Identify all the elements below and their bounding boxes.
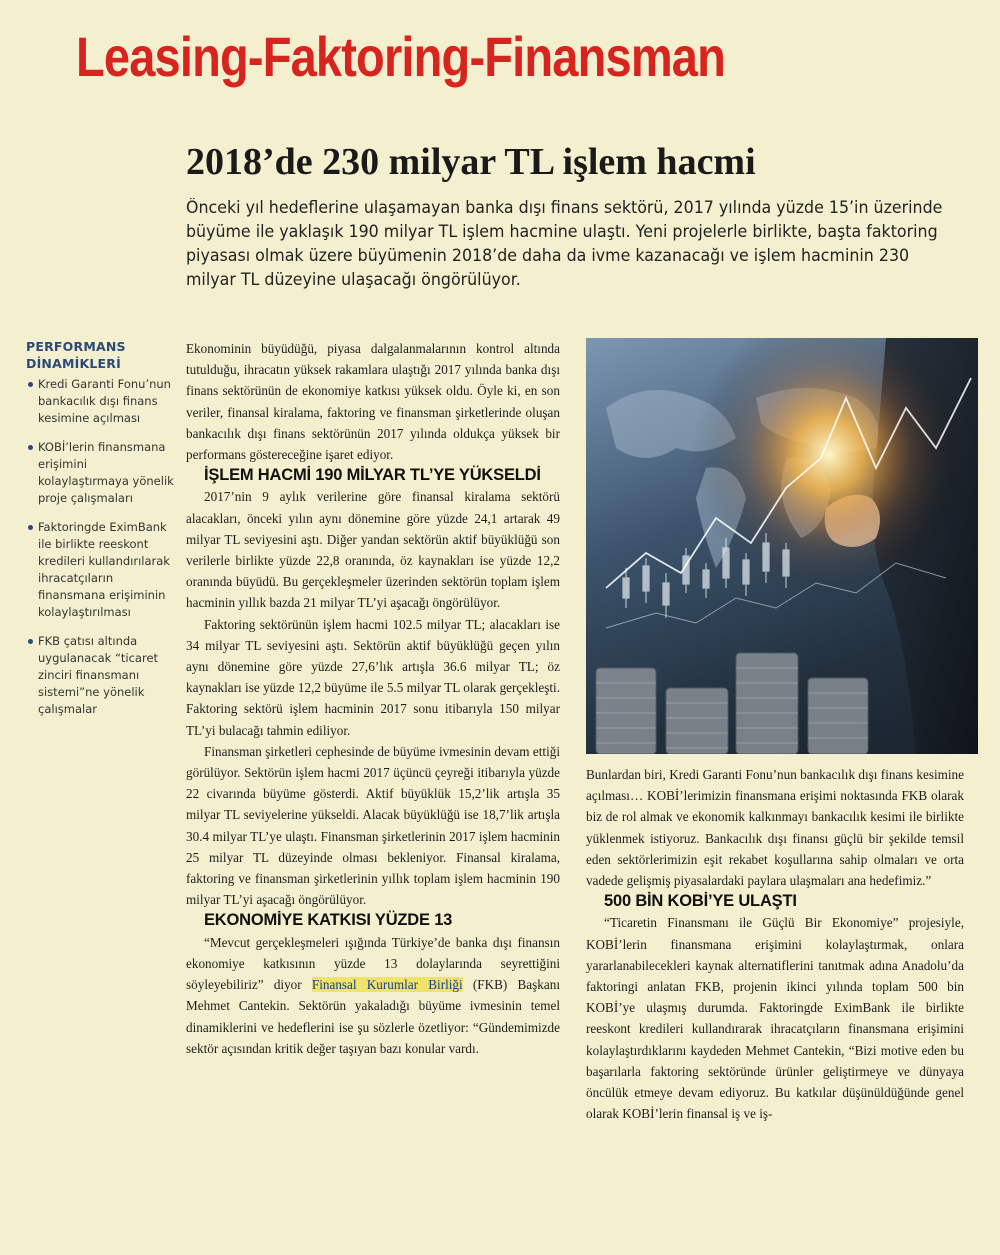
finance-graph-illustration	[586, 338, 978, 754]
sidebar-item: Faktoringde EximBank ile birlikte reeskont kredileri kullandırılarak ihracatçıların finansmana erişiminin kolaylaştırılması	[26, 519, 174, 621]
quote-text: “Mevcut gerçekleşmeleri ışığında Türkiye’de banka dışı finansın ekonomiye katkısının yüzde 13 dolaylarında seyrettiğini söyleyebiliriz” diyor	[186, 934, 560, 993]
paragraph-quote	[186, 932, 560, 1059]
article-headline: 2018’de 230 milyar TL işlem hacmi	[186, 141, 756, 183]
paragraph: “Ticaretin Finansmanı ile Güçlü Bir Ekonomiye” projesiyle, KOBİ’lerin finansmana erişimini kolaylaştırmak, onlara yararlanabilecekleri kaynak alternatiflerini tanıtmak adına Anadolu’da faktoringi anlatan FKB, projenin ikinci yılında toplam 500 bin KOBİ’ye ulaşmış durumda. Faktoringde EximBank ile birlikte reeskont kredileri kullandırarak ihracatçıların finansmana erişimini kolaylaştırdıklarını kaydeden Mehmet Cantekin, “Bizi motive eden bu başarılarla faktoring sektöründe ürünler geliştirmeye ve dünyaya öncülük etmeye devam ediyoruz. Bu katkılar düşünüldüğünde genel olarak KOBİ’lerin finansal iş ve iş-	[586, 915, 964, 1122]
subhead-economy-contribution: EKONOMİYE KATKISI YÜZDE 13	[204, 911, 453, 930]
paragraph: Finansman şirketleri cephesinde de büyüme ivmesinin devam ettiği görülüyor. Sektörün işlem hacmi 2017 üçüncü çeyreği itibarıyla yüzde 22 civarında büyüme gösterdi. Aktif büyüklük 15,2’lik artışla 35 milyar TL seviyelerine yükseldi. Alacak büyüklüğü ise 18,7’lik artışla 30.4 milyar TL’ye ulaştı. Finansman şirketlerinin 2017 işlem hacminin 25 milyar TL düzeyinde olması bekleniyor. Finansal kiralama, faktoring ve finansman şirketlerinin yıllık toplam işlem hacminin 190 milyar TL’yi aşacağı öngörülüyor.	[186, 743, 560, 908]
article-lead: Önceki yıl hedeflerine ulaşamayan banka dışı finans sektörü, 2017 yılında yüzde 15’in üzerinde büyüme ile yaklaşık 190 milyar TL işlem hacmine ulaştı. Yeni projelerle birlikte, başta faktoring piyasası olmak üzere büyümenin 2018’de daha da ivme kazanacağı ve işlem hacminin 230 milyar TL düzeyine ulaşacağı öngörülüyor.	[186, 198, 943, 289]
section-title: Leasing-Faktoring-Finansman	[76, 25, 726, 88]
paragraph: 2017’nin 9 aylık verilerine göre finansal kiralama sektörü alacakları, önceki yılın aynı dönemine göre yüzde 24,1 artarak 49 milyar TL seviyesini aştı. Diğer yandan sektörün aktif büyüklüğü son verilerle birlikte yüzde 22,8 oranında, öz kaynakları ise yüzde 12,2 oranında büyüdü. Bu gerçekleşmeler üzerinden sektörün toplam işlem hacminin yıllık bazda 21 milyar TL’yi aşacağı öngörülüyor.	[186, 489, 560, 611]
sidebar-item: Kredi Garanti Fonu’nun bankacılık dışı finans kesimine açılması	[26, 376, 174, 427]
paragraph: Bunlardan biri, Kredi Garanti Fonu’nun bankacılık dışı finans kesimine açılması… KOBİ’lerimizin finansmana erişimi noktasında FKB olarak biz de rol almak ve ekonomik kalkınmayı bankacılık kesimi ile birlikte yüklenmek istiyoruz. Bankacılık dışı finansı güçlü bir şekilde temsil eden sektörlerimizin eşit rekabet koşullarına sahip olmaları ve orta vadede gelişmiş piyasalardaki paylara ulaşmaları ana hedefimiz.”	[586, 767, 964, 889]
subhead-transaction-volume: İŞLEM HACMİ 190 MİLYAR TL’YE YÜKSELDİ	[204, 466, 541, 485]
sidebar-title-line2: DİNAMİKLERİ	[26, 356, 121, 371]
quote-text-cont: (FKB) Başkanı Mehmet Cantekin. Sektörün yakaladığı büyüme ivmesinin temel dinamiklerini ve hedeflerini ise şu sözlerle özetliyor: “Gündemimizde sektör açısından kritik değer taşıyan bazı konular vardı.	[186, 977, 560, 1056]
sidebar-title	[26, 338, 174, 372]
highlighted-org-name: Finansal Kurumlar Birliği	[311, 977, 463, 993]
sidebar-title-line1: PERFORMANS	[26, 339, 126, 354]
subhead-500k-sme: 500 BİN KOBİ’YE ULAŞTI	[604, 892, 797, 911]
paragraph: Faktoring sektörünün işlem hacmi 102.5 milyar TL; alacakları ise 34 milyar TL seviyesini aştı. Sektörün aktif büyüklüğü geçen yılın aynı dönemine göre yüzde 27,6’lık artışla 36.6 milyar TL; öz kaynakları ise yüzde 12,2 büyüme ile 5.5 milyar TL olarak gerçekleşti. Faktoring sektörü işlem hacminin 2017 sonu itibarıyla 150 milyar TL’yi bulacağı tahmin ediliyor.	[186, 616, 560, 738]
article-column-1	[186, 338, 560, 1059]
intro-paragraph: Ekonominin büyüdüğü, piyasa dalgalanmalarının kontrol altında tutulduğu, ihracatın yüksek rakamlara ulaştığı 2017 yılında banka dışı finans sektörünün de ekonomiye katkısı yüksek oldu. Öyle ki, en son veriler, finansal kiralama, faktoring ve finansman şirketlerinde oluşan bankacılık dışı finans sektörünün 2017 yılında oldukça yüksek bir performans göstereceğine işaret ediyor.	[186, 341, 560, 463]
sidebar-performance-dynamics	[26, 338, 174, 730]
sidebar-list	[26, 376, 174, 718]
sidebar-item: KOBİ’lerin finansmana erişimini kolaylaştırmaya yönelik proje çalışmaları	[26, 439, 174, 507]
article-column-2	[586, 764, 964, 1124]
article-photo	[586, 338, 978, 754]
sidebar-item: FKB çatısı altında uygulanacak “ticaret zinciri finansmanı sistemi”ne yönelik çalışmalar	[26, 633, 174, 718]
